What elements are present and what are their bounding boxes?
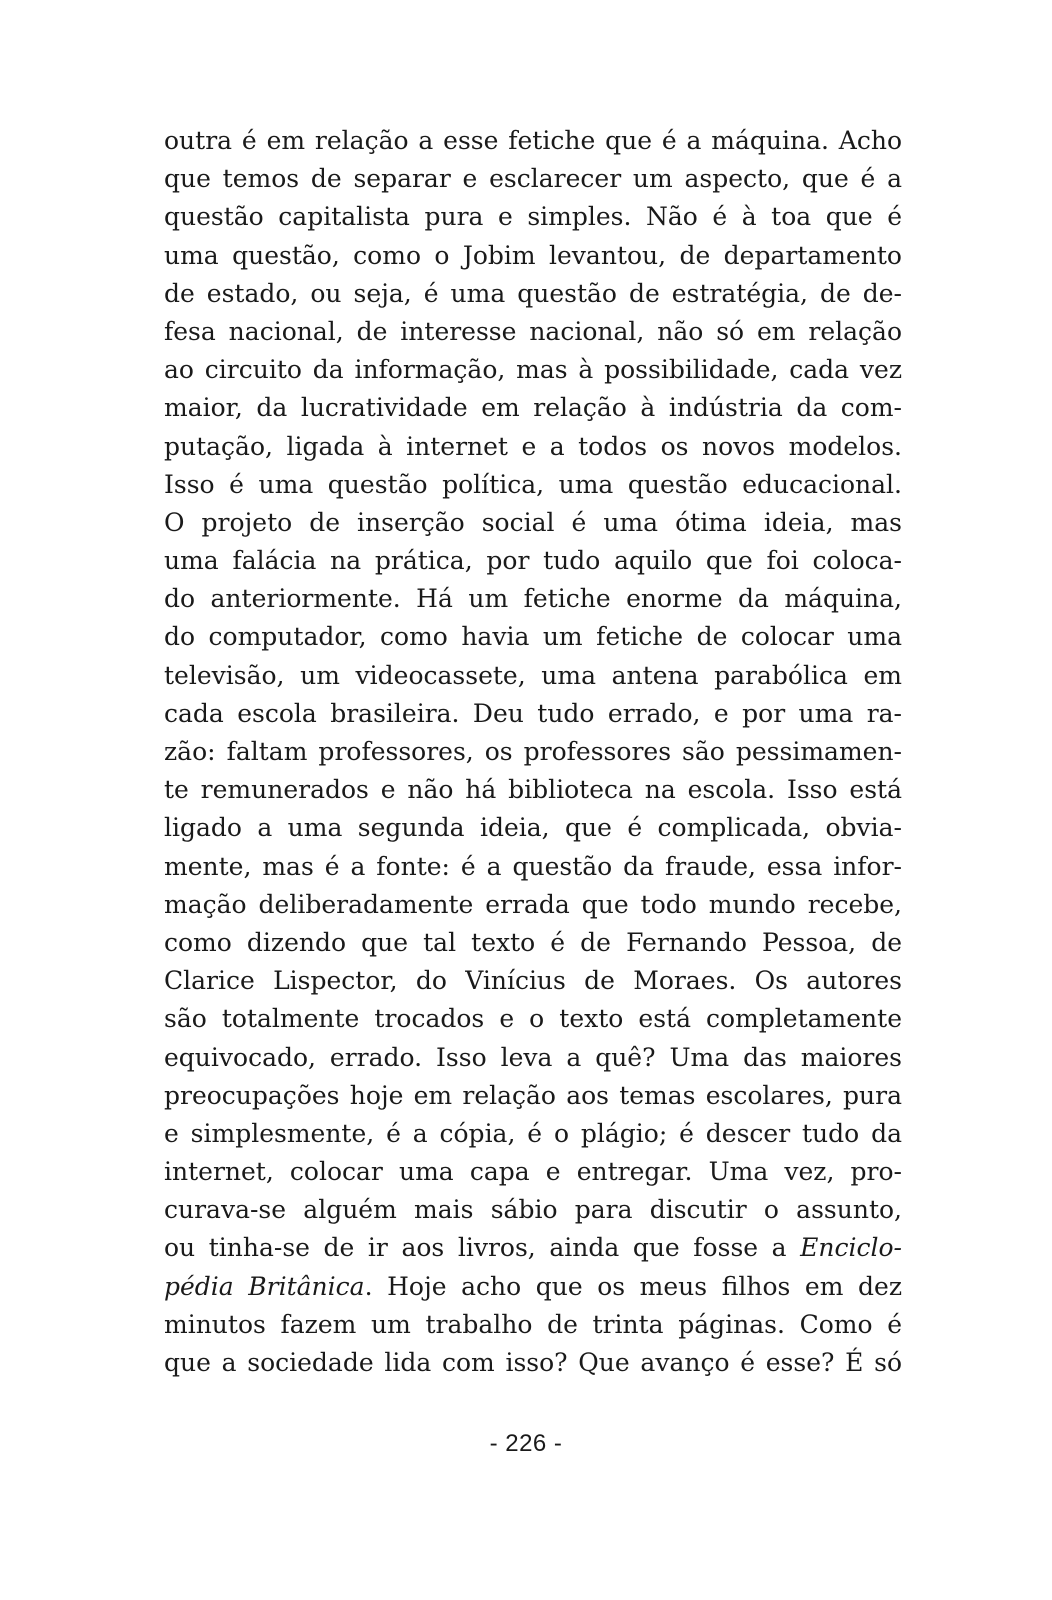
text-segment: são totalmente trocados e o texto está completamente — [164, 1004, 902, 1034]
text-line — [164, 1229, 902, 1267]
text-segment: O projeto de inserção social é uma ótima ideia, mas — [164, 507, 902, 537]
page-number: - 226 - — [489, 1430, 563, 1457]
text-segment: uma questão, como o Jobim levantou, de departamento — [164, 240, 902, 270]
text-line — [164, 1191, 902, 1229]
text-line — [164, 580, 902, 618]
text-line — [164, 428, 902, 466]
text-segment: cada escola brasileira. Deu tudo errado, e por uma ra- — [164, 698, 902, 728]
text-line — [164, 848, 902, 886]
text-segment: de estado, ou seja, é uma questão de estratégia, de de- — [164, 278, 902, 308]
text-segment: ligado a uma segunda ideia, que é complicada, obvia- — [164, 813, 902, 843]
text-segment: mação deliberadamente errada que todo mundo recebe, — [164, 889, 902, 919]
italic-text: pédia Britânica — [164, 1271, 365, 1301]
text-line — [164, 542, 902, 580]
text-segment: preocupações hoje em relação aos temas escolares, pura — [164, 1080, 902, 1110]
text-line — [164, 695, 902, 733]
text-segment: equivocado, errado. Isso leva a quê? Uma das maiores — [164, 1042, 902, 1072]
text-line — [164, 389, 902, 427]
body-text — [164, 122, 902, 1382]
text-line — [164, 122, 902, 160]
text-line — [164, 657, 902, 695]
text-line — [164, 809, 902, 847]
text-segment: do computador, como havia um fetiche de colocar uma — [164, 622, 902, 652]
text-segment: te remunerados e não há biblioteca na escola. Isso está — [164, 775, 902, 805]
text-line — [164, 1153, 902, 1191]
text-segment: internet, colocar uma capa e entregar. Uma vez, pro- — [164, 1157, 902, 1187]
text-segment: como dizendo que tal texto é de Fernando Pessoa, de — [164, 927, 902, 957]
text-segment: do anteriormente. Há um fetiche enorme da máquina, — [164, 584, 902, 614]
text-line — [164, 886, 902, 924]
text-line — [164, 1077, 902, 1115]
text-line — [164, 1268, 902, 1306]
text-line — [164, 466, 902, 504]
text-line — [164, 160, 902, 198]
text-segment: que temos de separar e esclarecer um aspecto, que é a — [164, 164, 902, 194]
text-line — [164, 1115, 902, 1153]
text-segment: mente, mas é a fonte: é a questão da fraude, essa infor- — [164, 851, 902, 881]
text-segment: uma falácia na prática, por tudo aquilo que foi coloca- — [164, 546, 902, 576]
text-line — [164, 313, 902, 351]
text-segment: ao circuito da informação, mas à possibilidade, cada vez — [164, 355, 902, 385]
text-line — [164, 351, 902, 389]
text-line — [164, 618, 902, 656]
text-line — [164, 1344, 902, 1382]
text-segment: fesa nacional, de interesse nacional, não só em relação — [164, 316, 902, 346]
text-segment: maior, da lucratividade em relação à indústria da com- — [164, 393, 902, 423]
text-segment: minutos fazem um trabalho de trinta páginas. Como é — [164, 1309, 902, 1339]
text-line — [164, 924, 902, 962]
text-line — [164, 733, 902, 771]
text-line — [164, 962, 902, 1000]
text-segment: zão: faltam professores, os professores são pessimamen- — [164, 737, 902, 766]
text-segment: outra é em relação a esse fetiche que é a máquina. Acho — [164, 126, 902, 155]
text-line — [164, 504, 902, 542]
text-segment: e simplesmente, é a cópia, é o plágio; é descer tudo da — [164, 1118, 902, 1148]
text-segment: que a sociedade lida com isso? Que avanço é esse? É só — [164, 1348, 902, 1377]
text-segment: . Hoje acho que os meus filhos em dez — [364, 1271, 902, 1301]
text-line — [164, 1306, 902, 1344]
text-segment: putação, ligada à internet e a todos os novos modelos. — [164, 431, 902, 461]
text-line — [164, 237, 902, 275]
text-segment: Isso é uma questão política, uma questão educacional. — [164, 469, 902, 499]
text-segment: curava-se alguém mais sábio para discutir o assunto, — [164, 1195, 902, 1225]
text-line — [164, 1000, 902, 1038]
text-segment: questão capitalista pura e simples. Não é à toa que é — [164, 202, 902, 232]
text-line — [164, 771, 902, 809]
text-line — [164, 198, 902, 236]
text-segment: Clarice Lispector, do Vinícius de Moraes. Os autores — [164, 966, 902, 996]
italic-text: Enciclo- — [800, 1233, 902, 1263]
text-line — [164, 275, 902, 313]
text-segment: televisão, um videocassete, uma antena parabólica em — [164, 660, 902, 690]
text-segment: ou tinha-se de ir aos livros, ainda que fosse a — [164, 1233, 801, 1263]
text-line — [164, 1039, 902, 1077]
